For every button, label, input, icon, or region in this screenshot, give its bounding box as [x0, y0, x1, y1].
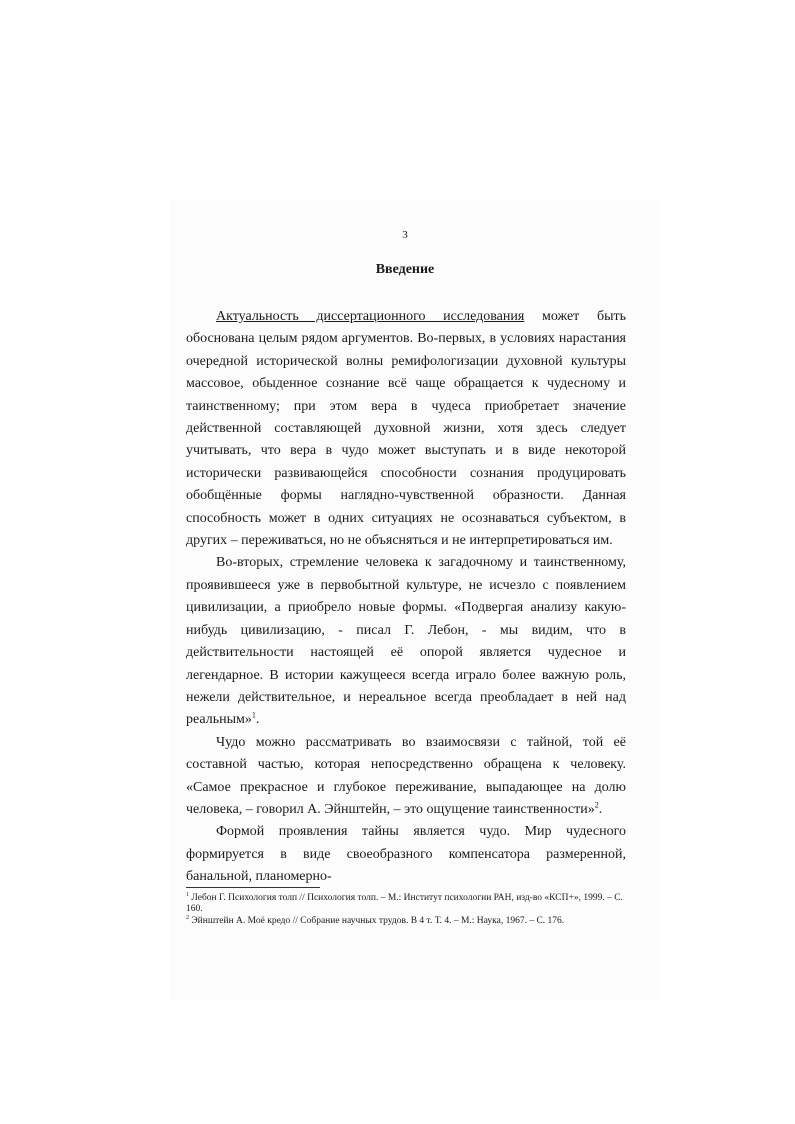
- paragraph-third: [186, 732, 626, 822]
- page-number: 3: [402, 229, 408, 241]
- footnote-ref: 2: [594, 800, 599, 810]
- paragraph-tail: .: [255, 712, 260, 728]
- paragraph-text: Во-вторых, стремление человека к загадочному и таинственному, проявившееся уже в первобытной культуре, не исчезло с появлением цивилизации, а приобрело новые формы. «Подвергая анализу какую-нибудь цивилизацию, - писал Г. Лебон, - мы видим, что в действительности настоящей её опорой является чудесное и легендарное. В истории кажущееся всегда играло более важную роль, нежели действительное, и нереальное всегда преобладает в ней над реальным»: [186, 555, 626, 728]
- footnote-text: Эйнштейн А. Моё кредо // Собрание научных трудов. В 4 т. Т. 4. – М.: Наука, 1967. – С. 176.: [189, 916, 565, 926]
- paragraph-second: [186, 552, 626, 731]
- footnotes: [186, 893, 626, 928]
- footnote-mark: 2: [186, 914, 189, 921]
- paragraph-text: может быть обоснована целым рядом аргументов. Во-первых, в условиях нарастания очередной исторической волны ремифологизации духовной культуры массовое, обыденное сознание всё чаще обращается к чудесному и таинственному; при этом вера в чудеса приобретает значение действенной составляющей духовной жизни, хотя здесь следует учитывать, что вера в чудо может выступать и в виде некоторой исторически развивающейся способности сознания продуцировать обобщённые формы наглядно-чувственной образности. Данная способность может в одних ситуациях не осознаваться субъектом, в других – переживаться, но не объясняться и не интерпретироваться им.: [186, 309, 626, 549]
- relevance-heading: Актуальность диссертационного исследования: [216, 309, 525, 324]
- paragraph-text: Формой проявления тайны является чудо. Мир чудесного формируется в виде своеобразного компенсатора размеренной, банальной, планомерно-: [186, 824, 626, 885]
- footnote-ref: 1: [251, 710, 256, 720]
- footnote-mark: 1: [186, 891, 189, 898]
- body-text: [186, 306, 626, 889]
- paragraph-relevance: [186, 306, 626, 552]
- paragraph-fourth: [186, 821, 626, 888]
- paragraph-tail: .: [598, 801, 603, 817]
- paragraph-text: Чудо можно рассматривать во взаимосвязи с тайной, той её составной частью, которая непосредственно обращена к человеку. «Самое прекрасное и глубокое переживание, выпадающее на долю человека, – говорил А. Эйнштейн, – это ощущение таинственности»: [186, 734, 626, 817]
- footnote-1: [186, 893, 626, 915]
- footnote-text: Лебон Г. Психология толп // Психология толп. – М.: Институт психологии РАН, изд-во «КСП+», 1999. – С. 160.: [186, 893, 623, 914]
- footnote-2: [186, 916, 626, 927]
- footnote-divider: [186, 887, 320, 888]
- page-title: Введение: [375, 262, 435, 277]
